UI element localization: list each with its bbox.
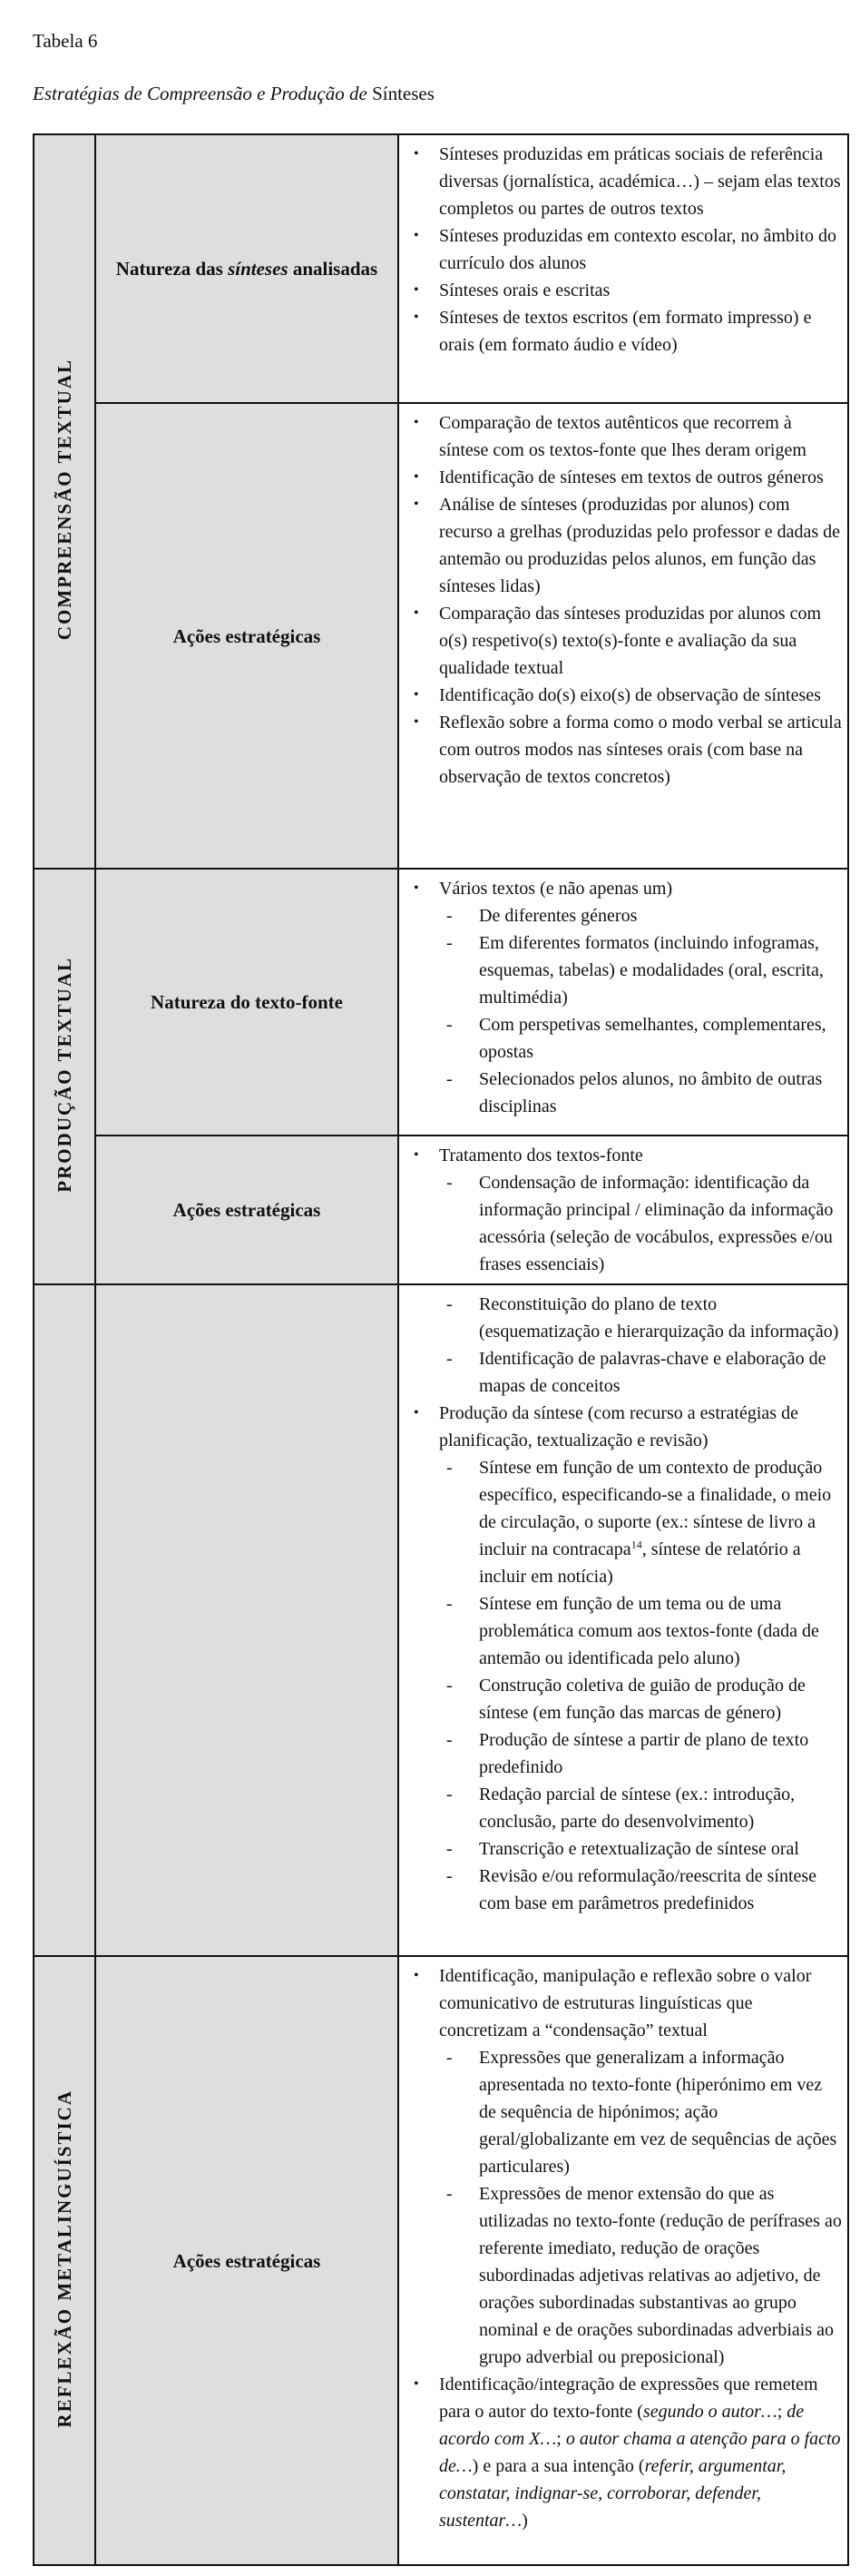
row-label	[95, 869, 398, 1136]
text-run: Identificação/integração de expressões que remetem para o autor do texto-fonte (	[439, 2374, 818, 2422]
dash-icon: -	[446, 1173, 453, 1193]
bullet-icon: •	[414, 469, 419, 485]
dash-icon: -	[446, 906, 453, 926]
row-content	[398, 1284, 848, 1956]
dash-icon: -	[446, 1294, 453, 1314]
bullet-item	[399, 277, 842, 304]
dash-item	[399, 1590, 842, 1672]
dash-icon: -	[446, 1676, 453, 1696]
row-content	[398, 869, 848, 1136]
text-run: Sínteses de textos escritos (em formato impresso) e orais (em formato áudio e vídeo)	[439, 308, 812, 355]
row-label	[95, 1956, 398, 2565]
bullet-icon: •	[414, 497, 419, 512]
text-run: Identificação de sínteses em textos de outros géneros	[439, 467, 824, 487]
table-caption	[33, 83, 435, 105]
bullet-item	[399, 409, 842, 464]
dash-item	[399, 1863, 842, 1917]
bullet-item	[399, 141, 842, 222]
text-run: Identificação, manipulação e reflexão sobre o valor comunicativo de estruturas linguísticas que concretizam a “condensação” textual	[439, 1966, 812, 2040]
text-run: Natureza das	[115, 258, 229, 280]
text-run: Análise de sínteses (produzidas por alunos) com recurso a grelhas (produzidas pelo professor e dadas de antemão ou produzidas pelos alunos, em função das sínteses lidas)	[439, 495, 841, 596]
bullet-icon: •	[414, 880, 419, 896]
bullet-icon: •	[414, 146, 419, 162]
text-run: Identificação do(s) eixo(s) de observação de sínteses	[439, 685, 821, 705]
bullet-item	[399, 222, 842, 277]
dash-item	[399, 1781, 842, 1835]
dash-item	[399, 1454, 842, 1590]
dash-icon: -	[446, 1785, 453, 1804]
text-run: Condensação de informação: identificação da informação principal / eliminação da informação acessória (seleção de vocábulos, expressões e/ou frases essenciais)	[479, 1173, 834, 1274]
bullet-icon: •	[414, 1968, 419, 1983]
bullet-item	[399, 304, 842, 359]
bullet-icon: •	[414, 1405, 419, 1421]
dash-item	[399, 1726, 842, 1781]
text-run: Em diferentes formatos (incluindo infogramas, esquemas, tabelas) e modalidades (oral, escrita, multimédia)	[479, 933, 824, 1008]
text-run: ;	[556, 2429, 566, 2449]
row-content	[398, 1136, 848, 1284]
text-run: de acordo com X…	[439, 2402, 805, 2449]
bullet-icon: •	[414, 687, 419, 703]
text-run: Transcrição e retextualização de síntese oral	[479, 1839, 799, 1859]
bullet-item	[399, 709, 842, 791]
row-label	[95, 1284, 398, 1956]
text-run: o autor chama a atenção para o facto de…	[439, 2429, 841, 2476]
text-run: Comparação de textos autênticos que recorrem à síntese com os textos-fonte que lhes deram origem	[439, 413, 806, 460]
dash-icon: -	[446, 1866, 453, 1886]
dash-item	[399, 1291, 842, 1345]
bullet-item	[399, 682, 842, 709]
row-content	[398, 134, 848, 403]
dash-item	[399, 929, 842, 1011]
dash-icon: -	[446, 1594, 453, 1614]
text-run: Ações estratégicas	[172, 624, 321, 647]
dash-icon: -	[446, 1458, 453, 1478]
dash-icon: -	[446, 2048, 453, 2068]
text-run: Síntese em função de um tema ou de uma problemática comum aos textos-fonte (dada de antemão ou identificada pelo aluno)	[479, 1594, 819, 1668]
dash-item	[399, 2044, 842, 2180]
dash-item	[399, 1672, 842, 1726]
dash-icon: -	[446, 1069, 453, 1089]
text-run: Ações estratégicas	[172, 2249, 321, 2272]
text-run: Selecionados pelos alunos, no âmbito de outras disciplinas	[479, 1069, 823, 1116]
text-run: segundo o autor…	[642, 2402, 777, 2422]
dash-item	[399, 1345, 842, 1400]
row-label	[95, 1136, 398, 1284]
text-run: referir, argumentar, constatar, indignar-se, corroborar, defender, sustentar…	[439, 2456, 787, 2531]
dash-item	[399, 1011, 842, 1066]
bullet-icon: •	[414, 714, 419, 730]
text-run: Produção da síntese (com recurso a estratégias de planificação, textualização e revisão)	[439, 1403, 798, 1450]
text-run: Tratamento dos textos-fonte	[439, 1145, 643, 1165]
text-run: Ações estratégicas	[172, 1199, 321, 1221]
bullet-item	[399, 875, 842, 902]
text-run: Expressões de menor extensão do que as utilizadas no texto-fonte (redução de perífrases ao referente imediato, redução de orações subordinadas adjetivas relativas ao adjetivo, de orações subordinadas substantivas ao grupo nominal e de orações subordinadas adverbiais ao grupo adverbial ou preposicional)	[479, 2184, 842, 2367]
caption-italic: Estratégias de Compreensão e Produção de	[33, 83, 367, 104]
text-run: sínteses	[228, 258, 288, 280]
section-comprehension	[34, 134, 95, 869]
bullet-icon: •	[414, 1147, 419, 1163]
bullet-item	[399, 1400, 842, 1454]
bullet-item	[399, 1962, 842, 2044]
bullet-item	[399, 600, 842, 682]
text-run: , síntese de relatório a incluir em notícia)	[479, 1539, 801, 1587]
table-number: Tabela 6	[33, 30, 98, 52]
bullet-icon: •	[414, 282, 419, 298]
text-run: Expressões que generalizam a informação apresentada no texto-fonte (hiperónimo em vez de sequência de hipónimos; ação geral/globalizante em vez de sequências de ações particulares)	[479, 2048, 837, 2177]
text-run: ;	[777, 2402, 787, 2422]
dash-icon: -	[446, 2184, 453, 2204]
bullet-item	[399, 464, 842, 491]
caption-regular: Sínteses	[372, 83, 435, 104]
text-run: ) e para a sua intenção (	[472, 2456, 645, 2476]
text-run: Vários textos (e não apenas um)	[439, 879, 673, 899]
text-run: Comparação das sínteses produzidas por alunos com o(s) respetivo(s) texto(s)-fonte e avaliação da sua qualidade textual	[439, 604, 822, 678]
section-label: REFLEXÃO METALINGUÍSTICA	[53, 2089, 75, 2428]
bullet-item	[399, 2371, 842, 2534]
bullet-item	[399, 491, 842, 600]
text-run: Síntese em função de um contexto de produção específico, especificando-se a finalidade, o meio de circulação, o suporte (ex.: síntese de livro a incluir na contracapa	[479, 1458, 832, 1559]
text-run: Natureza do texto-fonte	[151, 991, 343, 1013]
section-label: COMPREENSÃO TEXTUAL	[53, 358, 75, 641]
section-metalinguistic	[34, 1956, 95, 2565]
bullet-icon: •	[414, 605, 419, 621]
footnote-ref: 14	[630, 1538, 642, 1551]
dash-item	[399, 1169, 842, 1278]
text-run: Identificação de palavras-chave e elaboração de mapas de conceitos	[479, 1349, 826, 1396]
dash-icon: -	[446, 933, 453, 953]
dash-item	[399, 902, 842, 929]
section-continuation	[34, 1284, 95, 1956]
row-label	[95, 134, 398, 403]
dash-icon: -	[446, 1839, 453, 1859]
section-label: PRODUÇÃO TEXTUAL	[53, 956, 75, 1193]
bullet-item	[399, 1142, 842, 1169]
text-run: )	[522, 2511, 528, 2531]
dash-item	[399, 1835, 842, 1863]
text-run: Revisão e/ou reformulação/reescrita de síntese com base em parâmetros predefinidos	[479, 1866, 817, 1913]
text-run: Construção coletiva de guião de produção de síntese (em função das marcas de género)	[479, 1676, 806, 1723]
text-run: Sínteses produzidas em práticas sociais de referência diversas (jornalística, académica…) – sejam elas textos completos ou partes de outros textos	[439, 144, 841, 219]
strategies-table	[33, 133, 849, 2566]
section-production	[34, 869, 95, 1284]
text-run: Com perspetivas semelhantes, complementares, opostas	[479, 1015, 826, 1062]
dash-icon: -	[446, 1730, 453, 1750]
dash-item	[399, 2180, 842, 2371]
row-label	[95, 403, 398, 869]
text-run: Reconstituição do plano de texto (esquematização e hierarquização da informação)	[479, 1294, 839, 1342]
bullet-icon: •	[414, 310, 419, 325]
text-run: De diferentes géneros	[479, 906, 638, 926]
bullet-icon: •	[414, 2376, 419, 2392]
text-run: analisadas	[288, 258, 378, 280]
text-run: Reflexão sobre a forma como o modo verbal se articula com outros modos nas sínteses orais (com base na observação de textos concretos)	[439, 713, 842, 787]
dash-item	[399, 1066, 842, 1120]
row-content	[398, 403, 848, 869]
dash-icon: -	[446, 1015, 453, 1035]
dash-icon: -	[446, 1349, 453, 1369]
text-run: Produção de síntese a partir de plano de texto predefinido	[479, 1730, 809, 1777]
text-run: Sínteses orais e escritas	[439, 280, 611, 300]
text-run: Redação parcial de síntese (ex.: introdução, conclusão, parte do desenvolvimento)	[479, 1785, 796, 1832]
row-content	[398, 1956, 848, 2565]
text-run: Sínteses produzidas em contexto escolar, no âmbito do currículo dos alunos	[439, 226, 836, 273]
bullet-icon: •	[414, 228, 419, 243]
bullet-icon: •	[414, 415, 419, 430]
